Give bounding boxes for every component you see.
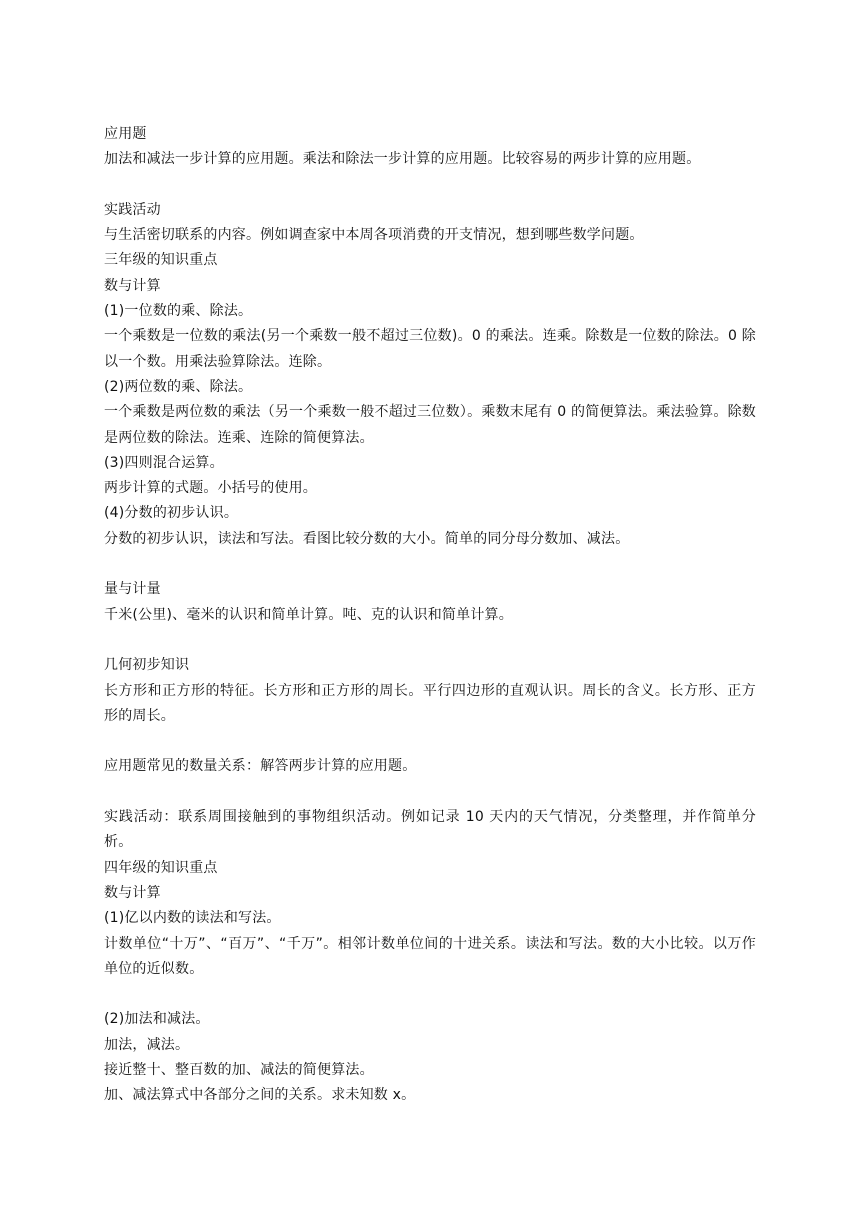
subsection-heading: (1)一位数的乘、除法。 xyxy=(104,303,253,320)
blank-line xyxy=(104,173,756,198)
paragraph: 与生活密切联系的内容。例如调查家中本周各项消费的开支情况，想到哪些数学问题。 xyxy=(104,227,644,244)
grade-heading: 四年级的知识重点 xyxy=(104,859,218,876)
section-heading: 几何初步知识 xyxy=(104,657,190,674)
section-heading: 数与计算 xyxy=(104,277,161,294)
paragraph: 两步计算的式题。小括号的使用。 xyxy=(104,480,317,497)
section-heading: 量与计量 xyxy=(104,581,161,598)
subsection-heading: (2)加法和减法。 xyxy=(104,1011,210,1028)
paragraph: 实践活动：联系周围接触到的事物组织活动。例如记录 10 天内的天气情况，分类整理，并作简单分析。 xyxy=(104,809,756,851)
subsection-heading: (4)分数的初步认识。 xyxy=(104,505,239,522)
subsection-heading: (3)四则混合运算。 xyxy=(104,454,224,471)
blank-line xyxy=(104,780,756,805)
paragraph: 加法，减法。 xyxy=(104,1036,190,1053)
paragraph: 应用题常见的数量关系：解答两步计算的应用题。 xyxy=(104,758,417,775)
paragraph: 计数单位“十万”、“百万”、“千万”。相邻计数单位间的十进关系。读法和写法。数的大小比较。以万作单位的近似数。 xyxy=(104,935,756,977)
blank-line xyxy=(104,982,756,1007)
section-heading: 实践活动 xyxy=(104,201,161,218)
section-heading: 应用题 xyxy=(104,126,147,142)
paragraph: 分数的初步认识，读法和写法。看图比较分数的大小。简单的同分母分数加、减法。 xyxy=(104,530,630,547)
blank-line xyxy=(104,628,756,653)
document-body xyxy=(104,122,756,1109)
paragraph: 一个乘数是一位数的乘法(另一个乘数一般不超过三位数)。0 的乘法。连乘。除数是一位数的除法。0 除以一个数。用乘法验算除法。连除。 xyxy=(104,328,756,370)
paragraph: 长方形和正方形的特征。长方形和正方形的周长。平行四边形的直观认识。周长的含义。长方形、正方形的周长。 xyxy=(104,682,756,724)
blank-line xyxy=(104,729,756,754)
subsection-heading: (1)亿以内数的读法和写法。 xyxy=(104,910,281,927)
section-heading: 数与计算 xyxy=(104,884,161,901)
paragraph: 接近整十、整百数的加、减法的简便算法。 xyxy=(104,1061,374,1078)
paragraph: 加法和减法一步计算的应用题。乘法和除法一步计算的应用题。比较容易的两步计算的应用题。 xyxy=(104,151,701,168)
paragraph: 加、减法算式中各部分之间的关系。求未知数 x。 xyxy=(104,1087,416,1104)
paragraph: 一个乘数是两位数的乘法（另一个乘数一般不超过三位数）。乘数末尾有 0 的简便算法。乘法验算。除数是两位数的除法。连乘、连除的简便算法。 xyxy=(104,404,756,446)
blank-line xyxy=(104,552,756,577)
paragraph: 千米(公里)、毫米的认识和简单计算。吨、克的认识和简单计算。 xyxy=(104,606,513,623)
grade-heading: 三年级的知识重点 xyxy=(104,252,218,269)
subsection-heading: (2)两位数的乘、除法。 xyxy=(104,378,253,395)
